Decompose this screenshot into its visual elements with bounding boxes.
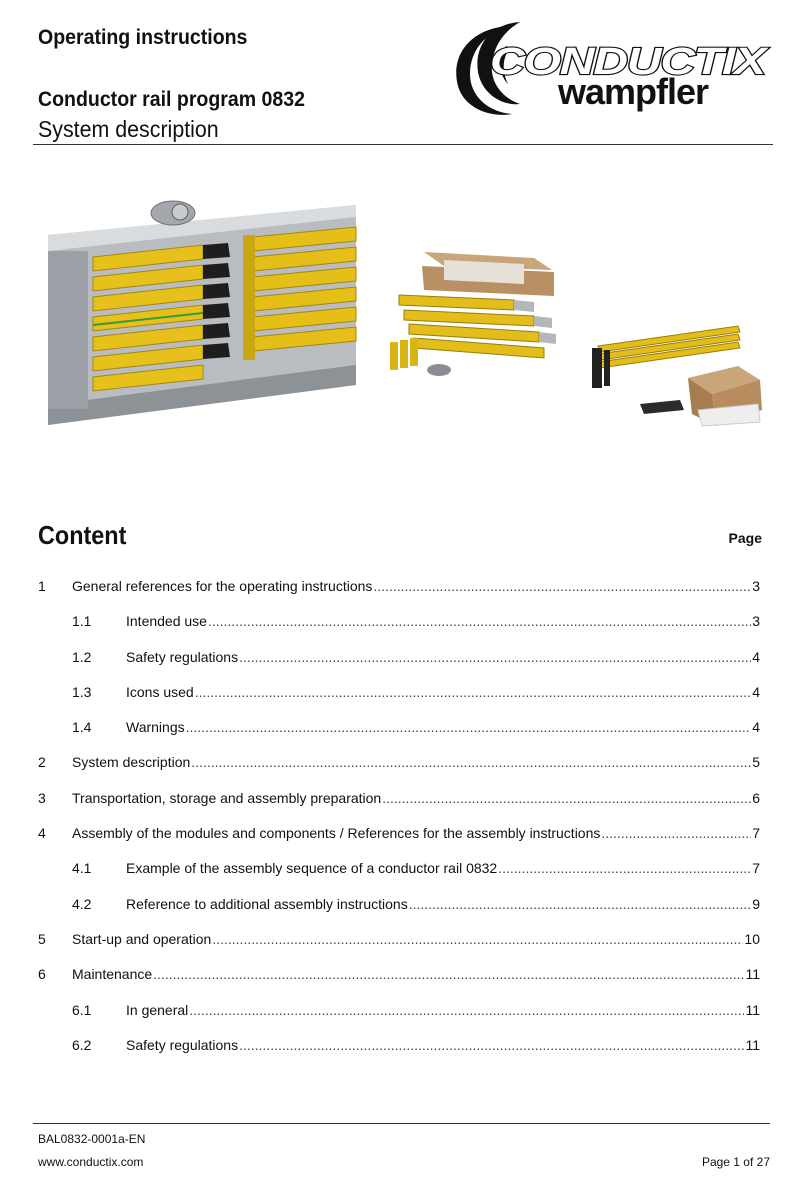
toc-entry-page[interactable]: 11 [745,966,760,983]
toc-entry-label[interactable]: In general [126,1001,189,1018]
page-column-label: Page [728,530,762,546]
toc-entry-label[interactable]: Start-up and operation [72,930,212,947]
toc-leader-dots [498,860,751,876]
toc-leader-dots [191,754,751,770]
toc-entry-label[interactable]: Transportation, storage and assembly preparation [72,789,382,806]
toc-leader-dots [208,613,751,629]
toc-entry-page[interactable]: 7 [752,860,760,877]
toc-entry-label[interactable]: System description [72,754,191,771]
toc-entry-number: 4 [38,825,46,842]
toc-leader-dots [239,1037,744,1053]
toc-entry-page[interactable]: 4 [752,719,760,736]
table-of-contents [38,578,760,1072]
toc-entry-label[interactable]: Assembly of the modules and components / References for the assembly instructions [72,825,601,842]
toc-entry-number: 4.1 [72,860,92,877]
toc-leader-dots [153,966,744,982]
toc-entry[interactable] [38,578,760,613]
toc-entry-label[interactable]: Example of the assembly sequence of a conductor rail 0832 [126,860,498,877]
footer-divider [33,1123,770,1124]
toc-entry[interactable] [38,825,760,860]
toc-leader-dots [239,649,751,665]
toc-entry-page[interactable]: 9 [752,895,760,912]
toc-leader-dots [212,931,743,947]
toc-entry[interactable] [38,649,760,684]
toc-entry-page[interactable]: 10 [744,930,760,947]
toc-entry-page[interactable]: 11 [745,1001,760,1018]
toc-leader-dots [382,790,751,806]
toc-entry[interactable] [38,896,760,931]
toc-entry[interactable] [38,966,760,1001]
page-title: Conductor rail program 0832 [38,88,305,111]
toc-entry-label[interactable]: Safety regulations [126,648,239,665]
toc-entry-number: 6 [38,966,46,983]
toc-leader-dots [186,719,752,735]
conductix-wampfler-logo [450,16,772,118]
logo-brand-text: CONDUCTIX [490,41,770,83]
toc-entry-page[interactable]: 11 [745,1036,760,1053]
toc-entry-page[interactable]: 4 [752,683,760,700]
toc-entry[interactable] [38,860,760,895]
toc-entry[interactable] [38,1002,760,1037]
conductor-rail-photo [38,195,358,430]
toc-entry-label[interactable]: Intended use [126,613,207,630]
toc-entry[interactable] [38,684,760,719]
toc-entry-label[interactable]: Maintenance [72,966,153,983]
toc-entry[interactable] [38,1037,760,1072]
toc-entry[interactable] [38,613,760,648]
toc-leader-dots [409,896,752,912]
toc-entry-number: 1.2 [72,648,92,665]
toc-entry-number: 6.1 [72,1001,92,1018]
toc-leader-dots [189,1002,744,1018]
toc-entry-page[interactable]: 4 [752,648,760,665]
toc-leader-dots [195,684,751,700]
rail-components-kit-photo [384,240,562,385]
toc-entry-number: 2 [38,754,46,771]
toc-entry-number: 1.4 [72,719,92,736]
toc-entry[interactable] [38,719,760,754]
toc-entry-number: 1.3 [72,683,92,700]
header-divider [33,144,773,145]
toc-entry[interactable] [38,790,760,825]
website-link[interactable]: www.conductix.com [38,1155,144,1169]
toc-entry-page[interactable]: 5 [752,754,760,771]
rail-boxed-set-photo [588,318,764,430]
toc-entry-number: 4.2 [72,895,92,912]
toc-entry-label[interactable]: General references for the operating instructions [72,578,373,594]
toc-entry[interactable] [38,931,760,966]
toc-entry-page[interactable]: 3 [752,613,760,630]
toc-entry-page[interactable]: 6 [752,789,760,806]
logo-sub-text: wampfler [558,71,709,112]
toc-entry[interactable] [38,754,760,789]
toc-entry-number: 3 [38,789,46,806]
toc-entry-number: 1 [38,578,46,594]
toc-entry-page[interactable]: 3 [752,578,760,594]
toc-entry-number: 6.2 [72,1036,92,1053]
content-heading: Content [38,520,127,550]
toc-entry-label[interactable]: Reference to additional assembly instructions [126,895,408,912]
page-subtitle: System description [38,116,219,142]
toc-entry-page[interactable]: 7 [752,825,760,842]
page-number: Page 1 of 27 [701,1155,770,1169]
toc-entry-label[interactable]: Safety regulations [126,1036,239,1053]
toc-leader-dots [373,578,751,594]
toc-entry-label[interactable]: Icons used [126,683,194,700]
toc-entry-number: 5 [38,930,46,947]
document-id: BAL0832-0001a-EN [38,1132,146,1146]
toc-entry-label[interactable]: Warnings [126,719,185,736]
doc-type-heading: Operating instructions [38,26,248,49]
toc-entry-number: 1.1 [72,613,92,630]
toc-leader-dots [601,825,751,841]
